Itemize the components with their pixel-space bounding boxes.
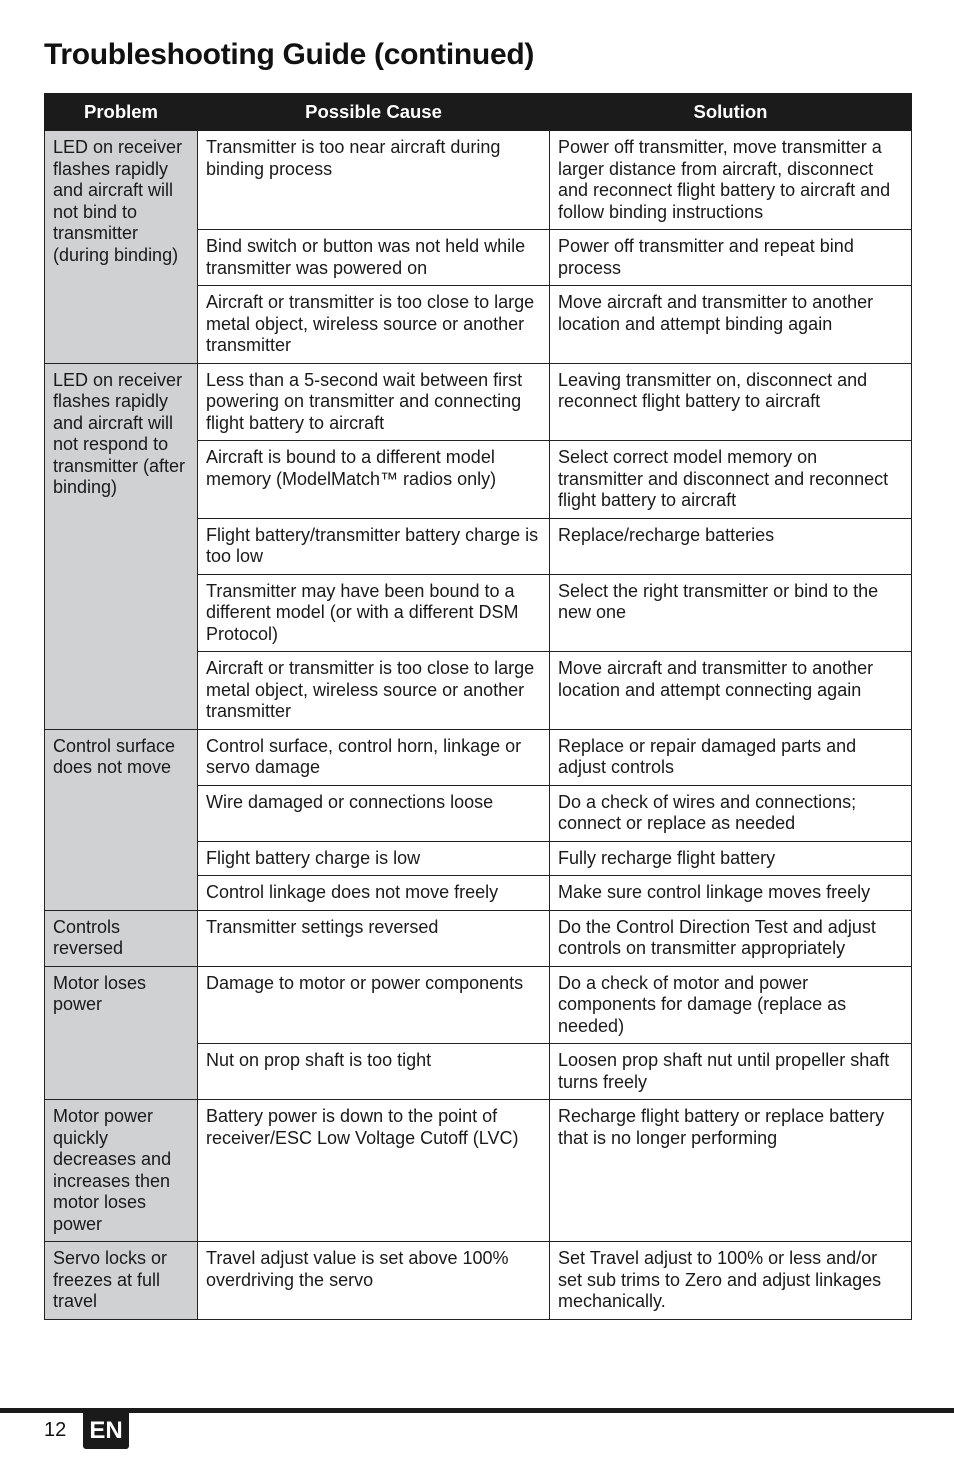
cause-cell: Less than a 5-second wait between first powering on transmitter and connecting flight battery to aircraft: [198, 363, 550, 441]
cause-cell: Control linkage does not move freely: [198, 876, 550, 911]
troubleshooting-table: [44, 93, 912, 1320]
solution-cell: Leaving transmitter on, disconnect and reconnect flight battery to aircraft: [550, 363, 912, 441]
table-row: [45, 1100, 912, 1242]
header-solution: Solution: [550, 94, 912, 131]
solution-cell: Replace/recharge batteries: [550, 518, 912, 574]
header-possible-cause: Possible Cause: [198, 94, 550, 131]
cause-cell: Control surface, control horn, linkage or servo damage: [198, 729, 550, 785]
cause-cell: Wire damaged or connections loose: [198, 785, 550, 841]
footer-rule: [0, 1408, 954, 1413]
page-title: Troubleshooting Guide (continued): [44, 38, 535, 71]
cause-cell: Bind switch or button was not held while transmitter was powered on: [198, 230, 550, 286]
cause-cell: Transmitter is too near aircraft during binding process: [198, 131, 550, 230]
solution-cell: Move aircraft and transmitter to another location and attempt connecting again: [550, 652, 912, 730]
solution-cell: Power off transmitter, move transmitter a larger distance from aircraft, disconnect and reconnect flight battery to aircraft and follow binding instructions: [550, 131, 912, 230]
header-problem: Problem: [45, 94, 198, 131]
table-row: [45, 1242, 912, 1320]
problem-cell: Controls reversed: [45, 910, 198, 966]
solution-cell: Loosen prop shaft nut until propeller shaft turns freely: [550, 1044, 912, 1100]
table-row: [45, 131, 912, 230]
cause-cell: Nut on prop shaft is too tight: [198, 1044, 550, 1100]
solution-cell: Make sure control linkage moves freely: [550, 876, 912, 911]
problem-cell: LED on receiver flashes rapidly and aircraft will not respond to transmitter (after binding): [45, 363, 198, 729]
cause-cell: Travel adjust value is set above 100% overdriving the servo: [198, 1242, 550, 1320]
solution-cell: Power off transmitter and repeat bind process: [550, 230, 912, 286]
page-number: 12: [44, 1419, 67, 1441]
table-body: [45, 131, 912, 1320]
problem-cell: LED on receiver flashes rapidly and aircraft will not bind to transmitter (during binding): [45, 131, 198, 364]
cause-cell: Aircraft is bound to a different model memory (ModelMatch™ radios only): [198, 441, 550, 519]
problem-cell: Servo locks or freezes at full travel: [45, 1242, 198, 1320]
solution-cell: Select the right transmitter or bind to the new one: [550, 574, 912, 652]
language-badge: EN: [83, 1413, 129, 1449]
solution-cell: Replace or repair damaged parts and adjust controls: [550, 729, 912, 785]
table-row: [45, 363, 912, 441]
problem-cell: Motor loses power: [45, 966, 198, 1100]
cause-cell: Aircraft or transmitter is too close to large metal object, wireless source or another transmitter: [198, 652, 550, 730]
solution-cell: Do a check of motor and power components for damage (replace as needed): [550, 966, 912, 1044]
cause-cell: Damage to motor or power components: [198, 966, 550, 1044]
solution-cell: Fully recharge flight battery: [550, 841, 912, 876]
table-header-row: [45, 94, 912, 131]
solution-cell: Move aircraft and transmitter to another location and attempt binding again: [550, 286, 912, 364]
problem-cell: Control surface does not move: [45, 729, 198, 910]
solution-cell: Select correct model memory on transmitter and disconnect and reconnect flight battery to aircraft: [550, 441, 912, 519]
table-row: [45, 729, 912, 785]
cause-cell: Transmitter may have been bound to a different model (or with a different DSM Protocol): [198, 574, 550, 652]
cause-cell: Flight battery/transmitter battery charge is too low: [198, 518, 550, 574]
solution-cell: Set Travel adjust to 100% or less and/or set sub trims to Zero and adjust linkages mechanically.: [550, 1242, 912, 1320]
cause-cell: Flight battery charge is low: [198, 841, 550, 876]
table-row: [45, 910, 912, 966]
solution-cell: Do the Control Direction Test and adjust controls on transmitter appropriately: [550, 910, 912, 966]
cause-cell: Aircraft or transmitter is too close to large metal object, wireless source or another transmitter: [198, 286, 550, 364]
cause-cell: Battery power is down to the point of receiver/ESC Low Voltage Cutoff (LVC): [198, 1100, 550, 1242]
solution-cell: Recharge flight battery or replace battery that is no longer performing: [550, 1100, 912, 1242]
solution-cell: Do a check of wires and connections; connect or replace as needed: [550, 785, 912, 841]
cause-cell: Transmitter settings reversed: [198, 910, 550, 966]
problem-cell: Motor power quickly decreases and increases then motor loses power: [45, 1100, 198, 1242]
table-row: [45, 966, 912, 1044]
